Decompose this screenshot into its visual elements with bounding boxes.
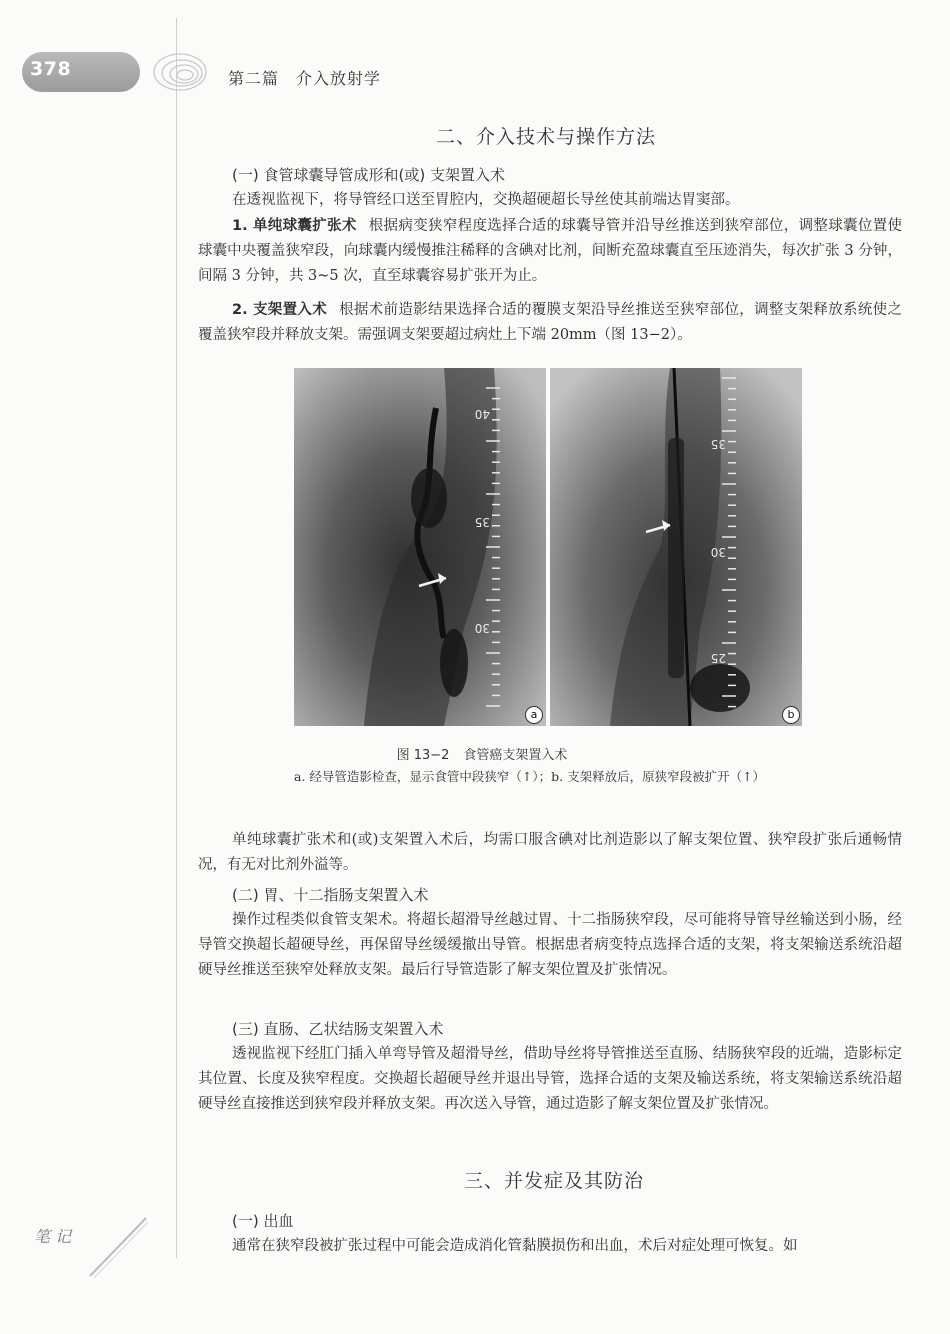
figure-note: a. 经导管造影检查，显示食管中段狭窄（↑）；b. 支架释放后，原狭窄段被扩开（↑）: [294, 769, 766, 784]
ruler-label-b-25: 25: [710, 651, 726, 665]
figure-number: 图 13−2: [396, 748, 450, 763]
ruler-label-a-40: 40: [474, 407, 490, 421]
subsection-title-colorectal: (三) 直肠、乙状结肠支架置入术: [232, 1020, 444, 1038]
notes-label: 笔 记: [34, 1227, 72, 1246]
paragraph-colorectal: 透视监视下经肛门插入单弯导管及超滑导丝，借助导丝将导管推送至直肠、结肠狭窄段的近端，造影标定其位置、长度及狭窄程度。交换超长超硬导丝并退出导管，选择合适的支架及输送系统，将支架输送系统沿超硬导丝直接推送到狭窄段并释放支架。再次送入导管，通过造影了解支架位置及扩张情况。: [198, 1046, 902, 1112]
pen-icon: [84, 1212, 154, 1282]
figure-caption: [0, 744, 950, 763]
margin-rule: [176, 18, 177, 1258]
ruler-label-b-35: 35: [710, 437, 726, 451]
spiral-ornament-icon: [150, 44, 210, 98]
figure-title: 食管癌支架置入术: [463, 748, 568, 763]
subsection-title-bleeding: (一) 出血: [232, 1212, 294, 1230]
running-head: 第二篇 介入放射学: [228, 69, 382, 88]
paragraph-procedure-intro: 在透视监视下，将导管经口送至胃腔内，交换超硬超长导丝使其前端达胃窦部。: [232, 192, 740, 208]
ruler-label-b-30: 30: [710, 545, 726, 559]
xray-panel-a: [294, 368, 546, 726]
subsection-title-esophageal: (一) 食管球囊导管成形和(或) 支架置入术: [232, 166, 505, 184]
page-number: 378: [30, 58, 72, 80]
paragraph-balloon-dilation: 1. 单纯球囊扩张术 根据病变狭窄程度选择合适的球囊导管并沿导丝推送到狭窄部位，调整球囊位置使球囊中央覆盖狭窄段，向球囊内缓慢推注稀释的含碘对比剂，间断充盈球囊直至压迹消失，每次扩张 3 分钟，间隔 3 分钟，共 3~5 次，直至球囊容易扩张开为止。: [198, 218, 902, 284]
ruler-label-a-35: 35: [474, 515, 490, 529]
paragraph-gastroduodenal: 操作过程类似食管支架术。将超长超滑导丝越过胃、十二指肠狭窄段，尽可能将导管导丝输送到小肠，经导管交换超长超硬导丝，再保留导丝缓缓撤出导管。根据患者病变特点选择合适的支架，将支架输送系统沿超硬导丝推送至狭窄处释放支架。最后行导管造影了解支架位置及扩张情况。: [198, 912, 902, 978]
section-title-complications: 三、并发症及其防治: [463, 1170, 644, 1192]
ruler-label-a-30: 30: [474, 621, 490, 635]
paragraph-stent-placement: 2. 支架置入术 根据术前造影结果选择合适的覆膜支架沿导丝推送至狭窄部位，调整支架释放系统使之覆盖狭窄段并释放支架。需强调支架要超过病灶上下端 20mm（图 13−2）。: [198, 302, 902, 343]
xray-panel-b: [550, 368, 802, 726]
subsection-title-gastroduodenal: (二) 胃、十二指肠支架置入术: [232, 886, 429, 904]
panel-label-b: b: [782, 706, 800, 724]
panel-label-a: a: [525, 706, 543, 724]
lead-balloon-dilation: 1. 单纯球囊扩张术: [232, 218, 357, 234]
lead-stent-placement: 2. 支架置入术: [232, 302, 328, 318]
paragraph-post-procedure: 单纯球囊扩张术和(或)支架置入术后，均需口服含碘对比剂造影以了解支架位置、狭窄段扩张后通畅情况，有无对比剂外溢等。: [198, 832, 902, 873]
paragraph-bleeding: 通常在狭窄段被扩张过程中可能会造成消化管黏膜损伤和出血，术后对症处理可恢复。如: [232, 1238, 798, 1254]
section-title-techniques: 二、介入技术与操作方法: [435, 126, 656, 148]
